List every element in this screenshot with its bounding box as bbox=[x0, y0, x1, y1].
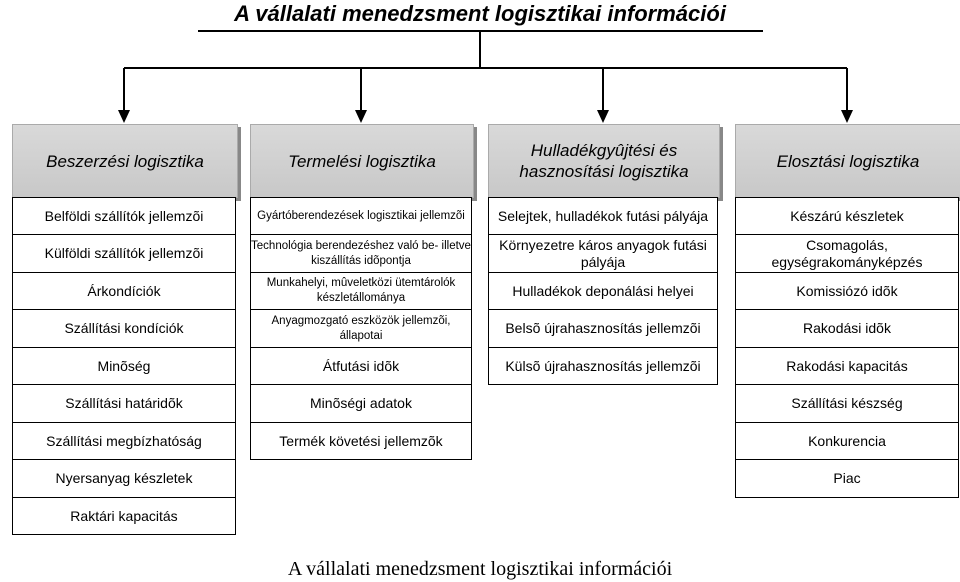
item-piac: Piac bbox=[735, 459, 959, 498]
item-komissiozo-idok: Komissiózó idõk bbox=[735, 272, 959, 310]
item-technologia-berendezes: Technológia berendezéshez való be- illetve kiszállítás idõpontja bbox=[250, 234, 472, 273]
item-rakodasi-kapacitas: Rakodási kapacitás bbox=[735, 347, 959, 385]
column-heading-beszerzesi: Beszerzési logisztika bbox=[12, 124, 238, 198]
item-kornyezetre-karos: Környezetre káros anyagok futási pályája bbox=[488, 234, 718, 273]
item-atfutasi-idok: Átfutási idõk bbox=[250, 347, 472, 385]
item-konkurencia: Konkurencia bbox=[735, 422, 959, 460]
item-csomagolas: Csomagolás, egységrakományképzés bbox=[735, 234, 959, 273]
arrowhead-4 bbox=[841, 110, 853, 123]
item-kulso-ujrahasznositas: Külsõ újrahasznosítás jellemzõi bbox=[488, 347, 718, 385]
item-selejtek-hulladekok: Selejtek, hulladékok futási pályája bbox=[488, 197, 718, 235]
item-nyersanyag-keszletek: Nyersanyag készletek bbox=[12, 459, 236, 498]
item-anyagmozgato-eszkozok: Anyagmozgató eszközök jellemzõi, állapotai bbox=[250, 309, 472, 348]
arrowhead-3 bbox=[597, 110, 609, 123]
item-belfoldi-szallitok: Belföldi szállítók jellemzõi bbox=[12, 197, 236, 235]
item-szallitasi-hataridok: Szállítási határidõk bbox=[12, 384, 236, 423]
item-rakodasi-idok: Rakodási idõk bbox=[735, 309, 959, 348]
item-gyartoberendezesek: Gyártóberendezések logisztikai jellemzõi bbox=[250, 197, 472, 235]
item-raktari-kapacitas: Raktári kapacitás bbox=[12, 497, 236, 535]
diagram-caption: A vállalati menedzsment logisztikai információi bbox=[287, 558, 673, 580]
column-heading-termelesi: Termelési logisztika bbox=[250, 124, 474, 198]
item-szallitasi-megbizhatosag: Szállítási megbízhatóság bbox=[12, 422, 236, 460]
item-szallitasi-keszseg: Szállítási készség bbox=[735, 384, 959, 423]
column-heading-hulladekgyujtesi: Hulladékgyûjtési és hasznosítási logisztika bbox=[488, 124, 720, 198]
item-arkondiciok: Árkondíciók bbox=[12, 272, 236, 310]
column-heading-elosztasi: Elosztási logisztika bbox=[735, 124, 960, 198]
arrowhead-1 bbox=[118, 110, 130, 123]
item-munkahelyi-utemtarolok: Munkahelyi, mûveletközi ütemtárolók készletállománya bbox=[250, 272, 472, 310]
connector-lines bbox=[0, 0, 960, 130]
arrowhead-2 bbox=[355, 110, 367, 123]
item-szallitasi-kondiciok: Szállítási kondíciók bbox=[12, 309, 236, 348]
item-keszaru-keszletek: Készárú készletek bbox=[735, 197, 959, 235]
item-termek-kovetesi: Termék követési jellemzõk bbox=[250, 422, 472, 460]
item-minosegi-adatok: Minõségi adatok bbox=[250, 384, 472, 423]
item-belso-ujrahasznositas: Belsõ újrahasznosítás jellemzõi bbox=[488, 309, 718, 348]
item-kulfoldi-szallitok: Külföldi szállítók jellemzõi bbox=[12, 234, 236, 273]
diagram-title: A vállalati menedzsment logisztikai információi bbox=[234, 1, 726, 26]
item-minoseg: Minõség bbox=[12, 347, 236, 385]
item-hulladekok-deponalasi: Hulladékok deponálási helyei bbox=[488, 272, 718, 310]
